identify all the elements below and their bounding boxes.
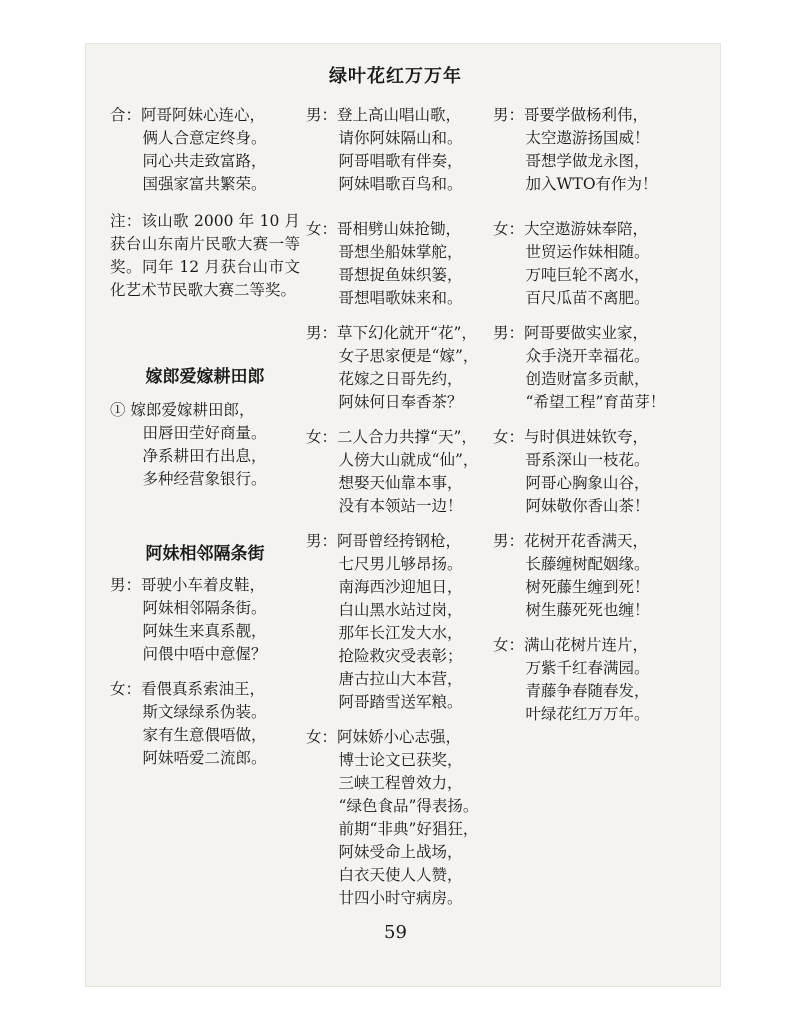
verse-line: 家有生意偎唔做， — [142, 726, 267, 744]
page-title: 绿叶花红万万年 — [329, 66, 462, 87]
verse-line: 请你阿妹隔山和。 — [338, 129, 463, 147]
verse-line: 想娶天仙靠本事， — [338, 474, 463, 492]
verse-line: 白山黑水站过岗， — [338, 601, 463, 619]
verse-line: 同心共走致富路， — [142, 152, 267, 170]
verse-line: 阿哥曾经挎钢枪， — [337, 532, 462, 550]
speaker-label: 女： — [493, 428, 525, 446]
verse-line: 万紫千红春满园。 — [525, 659, 650, 677]
verse-line: 问偎中唔中意偓？ — [142, 645, 267, 663]
verse-line: 满山花树片连片， — [524, 636, 649, 654]
verse-line: 阿妹敬你香山茶！ — [525, 497, 650, 515]
speaker-label: 男： — [493, 532, 525, 550]
stanza — [306, 322, 496, 414]
column-2 — [306, 104, 496, 922]
speaker-label: 合： — [110, 106, 142, 124]
song-title: 嫁郎爱嫁耕田郎 — [145, 367, 265, 387]
verse-line: 没有本领站一边！ — [338, 497, 463, 515]
verse-line: 阿哥踏雪送军粮。 — [338, 693, 463, 711]
verse-line: 阿哥阿妹心连心， — [141, 106, 266, 124]
verse-line: 大空遨游妹奉陪， — [524, 220, 649, 238]
speaker-label: 男： — [493, 106, 525, 124]
verse-line: 登上高山唱山歌， — [337, 106, 462, 124]
verse-line: 阿妹生来真系靓， — [142, 622, 267, 640]
verse-line: 阿妹娇小心志强， — [337, 728, 462, 746]
verse-line: 嫁郎爱嫁耕田郎， — [130, 401, 255, 419]
speaker-label: 男： — [493, 324, 525, 342]
verse-line: 博士论文已获奖， — [338, 751, 463, 769]
verse-line: 田唇田茔好商量。 — [142, 424, 267, 442]
stanza — [306, 218, 496, 310]
verse-line: 哥想唱歌妹来和。 — [338, 289, 463, 307]
stanza — [110, 104, 300, 196]
stanza — [306, 726, 496, 910]
stanza — [306, 530, 496, 714]
stanza — [306, 104, 496, 196]
verse-line: 阿妹相邻隔条街。 — [142, 599, 267, 617]
speaker-label: 女： — [306, 220, 338, 238]
footnote: 注：该山歌 2000 年 10 月获台山东南片民歌大赛一等奖。同年 12 月获台山市文化艺术节民歌大赛二等奖。 — [110, 212, 300, 299]
verse-line: 七尺男儿够昂扬。 — [338, 555, 463, 573]
verse-line: 众手浇开幸福花。 — [525, 347, 650, 365]
verse-line: 加入WTO有作为！ — [525, 175, 658, 193]
speaker-label: 女： — [493, 636, 525, 654]
speaker-label: 男： — [306, 532, 338, 550]
verse-line: 抢险救灾受表彰； — [338, 647, 463, 665]
verse-line: 哥想学做龙永图， — [525, 152, 650, 170]
stanza — [493, 218, 688, 310]
verse-line: 树死藤生缠到死！ — [525, 578, 650, 596]
verse-line: 阿妹何日奉香茶？ — [338, 393, 463, 411]
verse-line: 南海西沙迎旭日， — [338, 578, 463, 596]
verse-line: 阿妹受命上战场， — [338, 843, 463, 861]
verse-line: 花树开花香满天， — [524, 532, 649, 550]
stanza — [493, 634, 688, 726]
verse-line: 哥驶小车着皮鞋， — [141, 576, 266, 594]
verse-marker: ① — [110, 401, 126, 419]
verse-line: 国强家富共繁荣。 — [142, 175, 267, 193]
verse-line: 白衣天使人人赞， — [338, 866, 463, 884]
verse-line: 长藤缠树配姻缘。 — [525, 555, 650, 573]
stanza — [110, 678, 300, 770]
verse-line: “绿色食品”得表扬。 — [338, 797, 479, 815]
verse-line: 花嫁之日哥先约， — [338, 370, 463, 388]
verse-line: 多种经营象银行。 — [142, 470, 267, 488]
verse-line: “希望工程”育苗芽！ — [525, 393, 666, 411]
speaker-label: 女： — [493, 220, 525, 238]
stanza — [493, 322, 688, 414]
speaker-label: 女： — [110, 680, 142, 698]
verse-line: 创造财富多贡献， — [525, 370, 650, 388]
stanza — [493, 530, 688, 622]
verse-line: 女子思家便是“嫁”， — [338, 347, 479, 365]
verse-line: 百尺瓜苗不离肥。 — [525, 289, 650, 307]
verse-line: 哥想坐船妹掌舵， — [338, 243, 463, 261]
verse-line: 阿妹唔爱二流郎。 — [142, 749, 267, 767]
verse-line: 俩人合意定终身。 — [142, 129, 267, 147]
verse-line: 人傍大山就成“仙”， — [338, 451, 479, 469]
verse-line: 青藤争春随春发， — [525, 682, 650, 700]
column-3 — [493, 104, 688, 738]
verse-line: 看偎真系索油王， — [141, 680, 266, 698]
verse-line: 斯文绿绿系伪装。 — [142, 703, 267, 721]
stanza — [306, 426, 496, 518]
verse-line: 唐古拉山大本营， — [338, 670, 463, 688]
verse-line: 阿哥唱歌有伴奏， — [338, 152, 463, 170]
stanza — [110, 574, 300, 666]
speaker-label: 女： — [306, 728, 338, 746]
verse-line: 草下幻化就开“花”， — [337, 324, 477, 342]
verse-line: 世贸运作妹相随。 — [525, 243, 650, 261]
verse-line: 哥系深山一枝花。 — [525, 451, 650, 469]
verse-line: 廿四小时守病房。 — [338, 889, 463, 907]
verse-line: 阿哥要做实业家， — [524, 324, 649, 342]
stanza — [493, 104, 688, 196]
verse-line: 阿哥心胸象山谷， — [525, 474, 650, 492]
verse-line: 与时俱进妹钦夸， — [524, 428, 649, 446]
speaker-label: 女： — [306, 428, 338, 446]
verse-line: 树生藤死死也缠！ — [525, 601, 650, 619]
verse-line: 那年长江发大水， — [338, 624, 463, 642]
speaker-label: 男： — [306, 106, 338, 124]
verse-line: 三峡工程曾效力， — [338, 774, 463, 792]
stanza — [110, 399, 300, 491]
page-number: 59 — [384, 922, 407, 943]
column-1 — [110, 104, 300, 782]
stanza — [493, 426, 688, 518]
verse-line: 叶绿花红万万年。 — [525, 705, 650, 723]
verse-line: 万吨巨轮不离水， — [525, 266, 650, 284]
song-title: 阿妹相邻隔条街 — [145, 544, 265, 564]
verse-line: 太空遨游扬国威！ — [525, 129, 650, 147]
verse-line: 前期“非典”好猖狂， — [338, 820, 479, 838]
speaker-label: 男： — [306, 324, 338, 342]
verse-line: 哥相劈山妹抢锄， — [337, 220, 462, 238]
verse-line: 阿妹唱歌百鸟和。 — [338, 175, 463, 193]
verse-line: 哥想捉鱼妹织篓， — [338, 266, 463, 284]
speaker-label: 男： — [110, 576, 142, 594]
verse-line: 哥要学做杨利伟， — [524, 106, 649, 124]
verse-line: 二人合力共撑“天”， — [337, 428, 477, 446]
verse-line: 净系耕田冇出息， — [142, 447, 267, 465]
